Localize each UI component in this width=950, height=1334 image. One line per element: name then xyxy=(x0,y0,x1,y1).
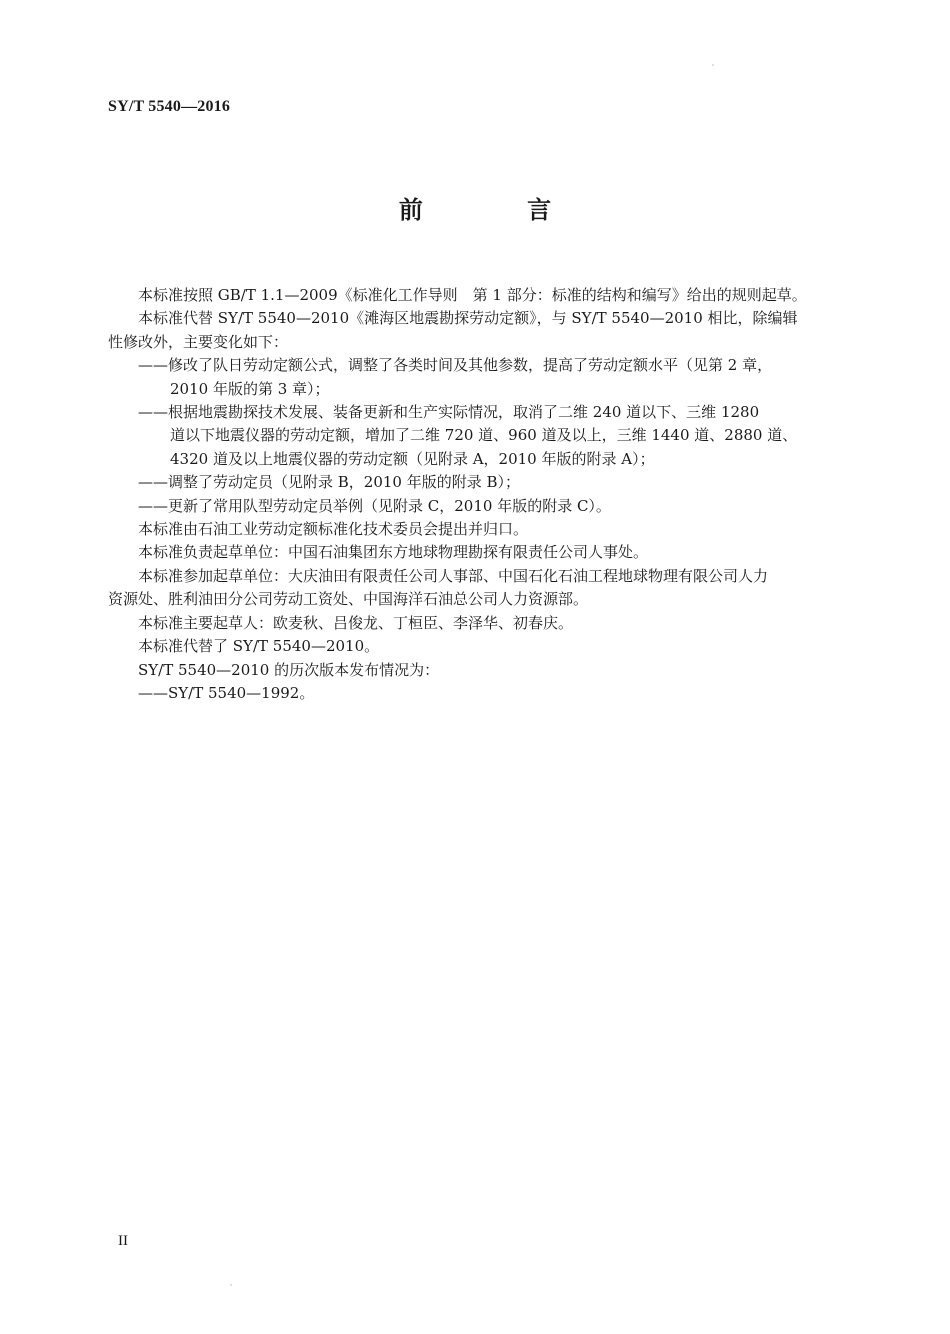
paragraph-line: 性修改外，主要变化如下： xyxy=(108,332,289,351)
page-title: 前 言 xyxy=(398,196,600,224)
list-item-continuation: 2010 年版的第 3 章）； xyxy=(170,379,330,398)
paragraph-line: 本标准按照 GB/T 1.1—2009《标准化工作导则 第 1 部分：标准的结构和编写》给出的规则起草。 xyxy=(138,286,807,304)
list-item: ——调整了劳动定员（见附录 B，2010 年版的附录 B）； xyxy=(138,473,521,492)
list-item-continuation: 道以下地震仪器的劳动定额，增加了二维 720 道、960 道及以上，三维 1440 道、2880 道、 xyxy=(170,426,798,445)
paragraph-line: SY/T 5540—2010 的历次版本发布情况为： xyxy=(138,660,440,679)
list-item: ——修改了队日劳动定额公式，调整了各类时间及其他参数，提高了劳动定额水平（见第 2 章， xyxy=(138,356,773,375)
paragraph-line: 本标准参加起草单位：大庆油田有限责任公司人事部、中国石化石油工程地球物理有限公司人力 xyxy=(138,566,769,585)
scan-speck xyxy=(230,1284,232,1286)
paragraph-line: 本标准主要起草人：欧麦秋、吕俊龙、丁桓臣、李泽华、初春庆。 xyxy=(138,613,574,632)
paragraph-line: 本标准代替 SY/T 5540—2010《滩海区地震勘探劳动定额》，与 SY/T 5540—2010 相比，除编辑 xyxy=(138,309,798,328)
list-item: ——根据地震勘探技术发展、装备更新和生产实际情况，取消了二维 240 道以下、三维 1280 xyxy=(138,403,760,422)
paragraph-line: 本标准负责起草单位：中国石油集团东方地球物理勘探有限责任公司人事处。 xyxy=(138,543,649,562)
paragraph-line: 本标准由石油工业劳动定额标准化技术委员会提出并归口。 xyxy=(138,520,529,539)
list-item-continuation: 4320 道及以上地震仪器的劳动定额（见附录 A，2010 年版的附录 A）； xyxy=(170,449,655,468)
list-item: ——更新了常用队型劳动定员举例（见附录 C，2010 年版的附录 C）。 xyxy=(138,496,611,515)
scan-speck xyxy=(712,64,714,66)
foreword-body xyxy=(108,284,860,705)
paragraph-line: 资源处、胜利油田分公司劳动工资处、中国海洋石油总公司人力资源部。 xyxy=(108,590,589,609)
standard-code: SY/T 5540—2016 xyxy=(108,98,231,115)
paragraph-line: 本标准代替了 SY/T 5540—2010。 xyxy=(138,637,380,656)
page-number: II xyxy=(118,1233,128,1249)
paragraph-line: ——SY/T 5540—1992。 xyxy=(138,683,315,702)
